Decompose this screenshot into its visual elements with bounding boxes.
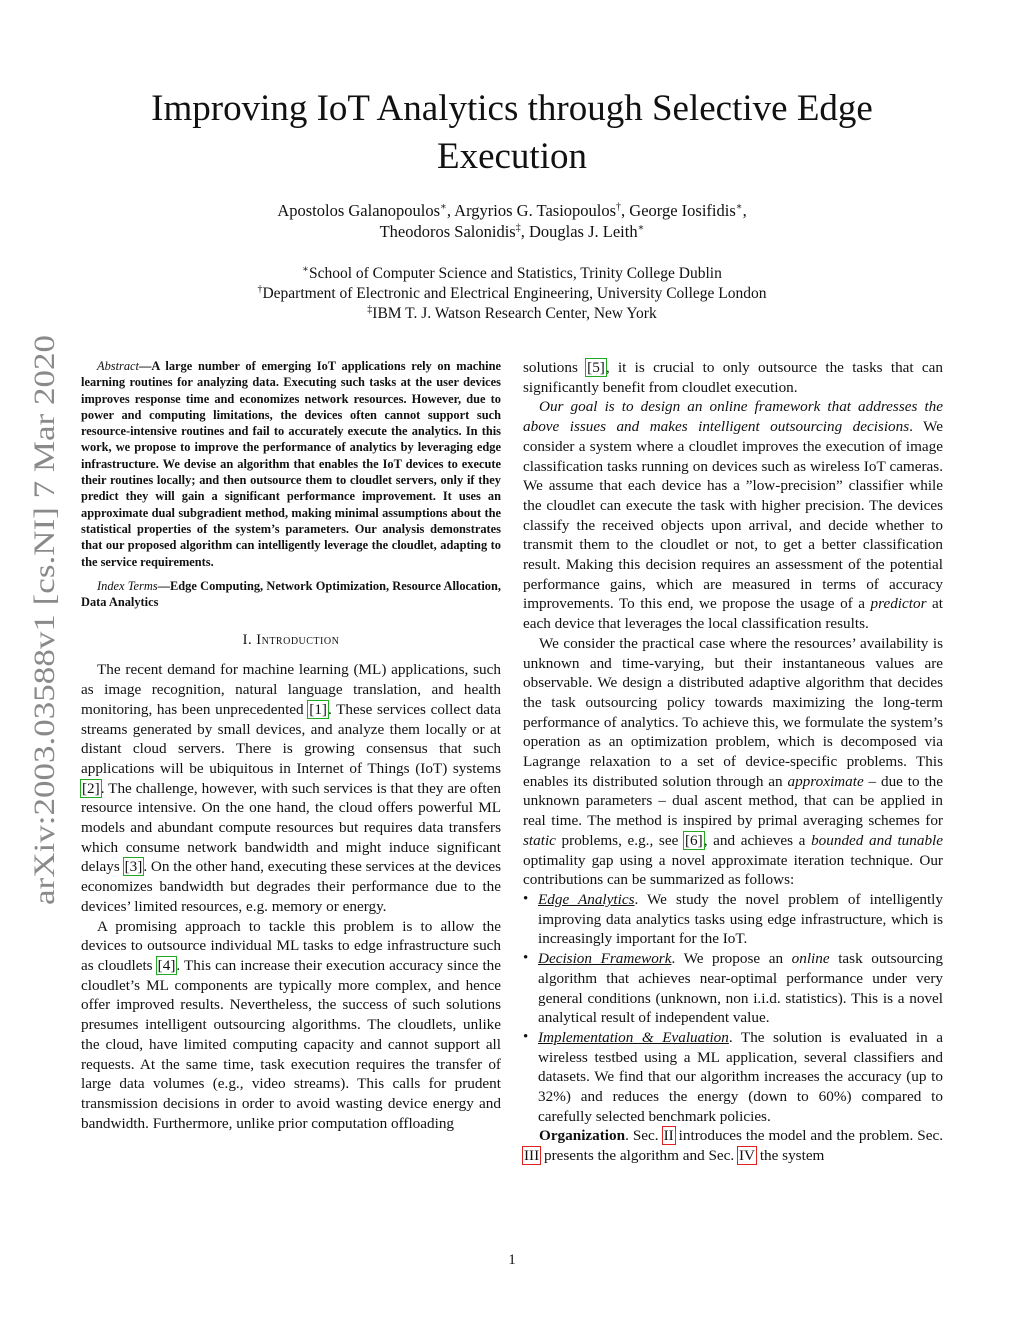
arxiv-stamp [26,330,62,910]
list-item [523,1028,943,1127]
contribution-list [523,890,943,1126]
text-run: We consider the practical case where the resources’ availability is unknown and time-varying, but their instantaneous values are observable. We design a distributed adaptive algorithm that decides the task outsourcing policy towards maximizing the long-term performance of analytics. To achieve this, we formulate the system’s operation as an optimization problem, which is decomposed via Lagrange relaxation to a set of device-specific problems. This enables its distributed solution through an [523,634,943,790]
citation-link[interactable]: [1] [309,700,327,718]
left-column [81,358,501,1133]
paragraph [523,358,943,397]
text-run: . The challenge, however, with such services is that they are often resource intensive. On the one hand, the cloud offers powerful ML models and abundant compute resources but requires data transfers which consume network bandwidth and might induce significant delays [81,779,501,876]
paragraph [523,397,943,633]
text-run: optimality gap using a novel approximate iteration technique. Our contributions can be summarized as follows: [523,851,943,889]
text-run: task outsourcing algorithm that achieves near-optimal performance under very general conditions (unknown, non i.i.d. statistics). This is a novel analytical result of independent value. [538,950,943,1027]
text-run: . The solution is evaluated in a wireless testbed using a ML application, several classifiers and datasets. We find that our algorithm increases the accuracy (up to 32%) and reduces the energy (down to 60%) compared to carefully selected benchmark policies. [538,1028,944,1125]
affiliation-text: School of Computer Science and Statistics, Trinity College Dublin [308,265,722,282]
text-run: . On the other hand, executing these services at the devices economizes bandwidth but degrades their performance due to the devices’ limited resources, e.g. memory or energy. [81,858,501,915]
affiliation [90,264,934,284]
affiliation-mark: ∗ [302,263,309,275]
text-run: introduces the model and the problem. Sec. [674,1127,943,1145]
citation-link[interactable]: [6] [684,831,703,849]
text-run: . These services collect data streams generated by small devices, and analyze them locally or at distant cloud servers. There is growing consensus that such applications will be ubiquitous in Internet of Things (IoT) systems [81,700,501,777]
paper-title: Improving IoT Analytics through Selective Edge Execution [151,88,873,177]
author-name: Apostolos Galanopoulos [277,201,441,220]
author-line-2 [90,221,934,242]
author-list [90,200,934,242]
index-terms-text: —Edge Computing, Network Optimization, Resource Allocation, Data Analytics [81,578,501,610]
affiliation-mark: ‡ [367,303,373,315]
text-run: – due to the unknown parameters – dual ascent method, that can be applied in real time. The method is inspired by primal averaging schemes for [523,772,943,830]
affiliation-text: Department of Electronic and Electrical Engineering, University College London [262,285,767,302]
bullet-icon: • [523,1028,529,1045]
text-run: A promising approach to tackle this problem is to allow the devices to outsource individual ML tasks to edge infrastructure such as cloudlets [81,917,501,974]
intro-body [81,660,501,1133]
text-run: The recent demand for machine learning (ML) applications, such as image recognition, natural language translation, and health monitoring, has been unprecedented [81,661,501,718]
text-run: , and achieves a [703,831,812,849]
bullet-icon: • [523,890,529,907]
author-sep: , [446,201,455,220]
text-run: the system [756,1147,825,1165]
author-name: Argyrios G. Tasiopoulos [454,201,617,220]
list-item [523,890,943,949]
author-name: George Iosifidis [629,201,736,220]
text-run: solutions [523,359,587,376]
text-run: at each device that leverages the local classification results. [523,595,943,633]
affiliation [90,304,934,324]
organization-label: Organization [539,1127,626,1145]
text-run: . Sec. [625,1127,663,1145]
citation-link[interactable]: [4] [157,957,176,974]
text-run: problems, e.g., see [555,831,684,849]
goal-statement: Our goal is to design an online framework that addresses the above issues and makes intelligent outsourcing decisions [523,398,943,436]
section-number: I. [242,632,253,649]
author-sep: , [520,222,529,241]
abstract [81,358,501,570]
abstract-label: Abstract [97,359,139,373]
text-run: . This can increase their execution accuracy since the cloudlet’s ML components are typically more complex, and hence offer improved results. Nevertheless, the success of such solutions presumes intelligent outsourcing algorithms. The cloudlets, unlike the cloud, have limited computing capacity and cannot support all requests. At the same time, task execution requires the transfer of large data volumes (e.g., video streams). This calls for prudent transmission decisions in order to avoid wasting device energy and bandwidth. Furthermore, unlike prior computation offloading [81,957,502,1132]
author-sep: , [621,201,630,220]
emphasis: predictor [870,595,927,613]
index-terms-label: Index Terms [97,578,158,593]
citation-link[interactable]: [2] [82,779,100,797]
contribution-term: Implementation & Evaluation [538,1028,729,1046]
author-mark: † [616,201,622,213]
author-mark: ∗ [735,201,743,213]
page-number: 1 [508,1252,516,1268]
affiliation [90,284,934,304]
text-run: . We propose an [671,950,792,968]
abstract-text: —A large number of emerging IoT applications rely on machine learning routines for analyzing data. Executing such tasks at the user devices improves response time and economizes network resources. However, due to power and computing limitations, the devices often cannot support such resource-intensive routines and fail to accurately execute the analytics. In this work, we propose to improve the performance of analytics by leveraging edge infrastructure. We devise an algorithm that enables the IoT devices to execute their routines locally; and then outsource them to cloudlet servers, only if they predict they will gain a significant performance improvement. It uses an approximate dual subgradient method, making minimal assumptions about the statistical properties of the system’s parameters. Our analysis demonstrates that our proposed algorithm can intelligently leverage the cloudlet, adapting to the service requirements. [81,359,501,569]
author-name: Douglas J. Leith [528,222,638,241]
citation-link[interactable]: [5] [587,359,605,376]
author-name: Theodoros Salonidis [379,222,516,241]
emphasis: online [791,950,830,968]
emphasis: bounded and tunable [811,831,944,849]
paragraph [81,917,501,1134]
text-run: , it is crucial to only outsource the tasks that can significantly benefit from cloudlet execution. [523,359,943,396]
section-heading [81,632,501,649]
index-terms [81,578,501,611]
citation-link[interactable]: [3] [124,858,143,876]
text-run: presents the algorithm and Sec. [540,1147,738,1165]
author-sep: , [742,201,747,220]
paragraph [81,660,501,916]
contribution-term: Edge Analytics [538,890,635,908]
author-line-1 [90,200,934,221]
bullet-icon: • [523,950,529,967]
author-mark: ‡ [515,222,521,234]
emphasis: static [523,831,556,849]
affiliation-mark: † [257,283,263,295]
author-mark: ∗ [637,222,645,234]
paragraph [523,1126,943,1165]
section-title: Introduction [256,632,340,649]
affiliation-text: IBM T. J. Watson Research Center, New York [372,305,657,322]
paragraph [523,634,943,890]
right-column [523,358,943,1166]
arxiv-stamp-text: arXiv:2003.03588v1 [cs.NI] 7 Mar 2020 [28,416,61,905]
text-run: . We study the novel problem of intelligently improving data analytics tasks using edge infrastructure, which is increasingly important for the IoT. [538,890,943,948]
list-item [523,949,943,1028]
affiliation-list [90,264,934,324]
section-link[interactable]: IV [739,1147,756,1165]
author-mark: ∗ [440,201,447,213]
contribution-term: Decision Framework [538,950,672,968]
emphasis: approximate [787,772,864,790]
text-run: . We consider a system where a cloudlet improves the execution of image classification tasks running on devices such as wireless IoT cameras. We assume that each device has a ”low-precision” classifier while the cloudlet can execute the task with higher precision. The devices classify the received objects upon arrival, and decide whether to transmit them to the cloudlet or not, to get a better classification result. Making this decision requires an assessment of the potential performance gains, which are measured in terms of accuracy improvements. To this end, we propose the usage of a [523,418,943,613]
section-link[interactable]: II [663,1127,674,1145]
section-link[interactable]: III [524,1147,540,1165]
